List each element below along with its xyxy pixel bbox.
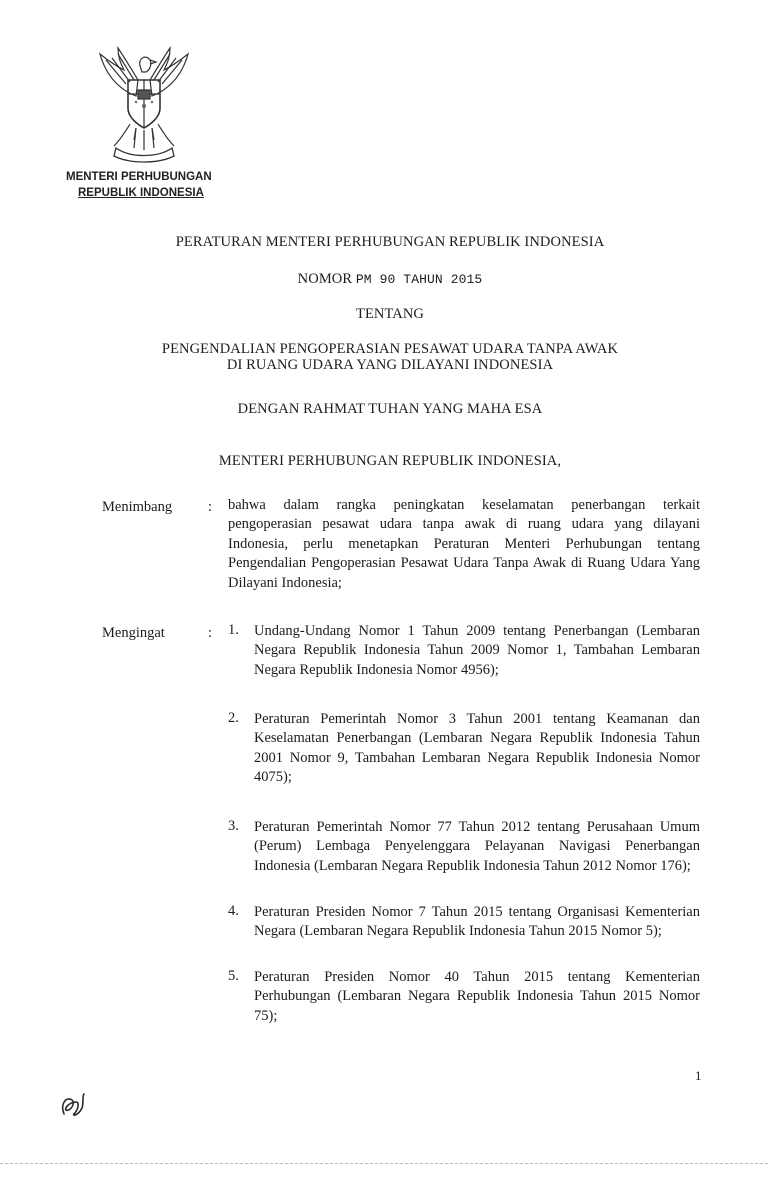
list-item-number: 5. — [228, 968, 239, 984]
regulation-title: PERATURAN MENTERI PERHUBUNGAN REPUBLIK INDONESIA — [175, 234, 605, 250]
ministry-name: MENTERI PERHUBUNGAN — [66, 171, 212, 183]
mengingat-colon: : — [208, 625, 213, 641]
blessing-line: DENGAN RAHMAT TUHAN YANG MAHA ESA — [237, 401, 543, 417]
menimbang-label: Menimbang — [102, 499, 173, 515]
list-item-text: Peraturan Pemerintah Nomor 77 Tahun 2012 tentang Perusahaan Umum (Perum) Lembaga Penyelenggara Pelayanan Navigasi Penerbangan Indonesia (Lembaran Negara Republik Indonesia Tahun 2012 Nomor 176); — [254, 819, 700, 874]
scan-edge-divider — [0, 1163, 768, 1164]
garuda-emblem-icon — [80, 40, 208, 168]
regulation-number-prefix: NOMOR — [297, 271, 353, 287]
regulation-number-value: PM 90 TAHUN 2015 — [355, 272, 483, 287]
list-item-number: 3. — [228, 818, 239, 834]
ministry-country: REPUBLIK INDONESIA — [78, 187, 204, 199]
list-item-number: 4. — [228, 903, 239, 919]
list-item-number: 2. — [228, 710, 239, 726]
subject-line-1: PENGENDALIAN PENGOPERASIAN PESAWAT UDARA TANPA AWAK — [161, 341, 619, 357]
tentang-heading: TENTANG — [356, 306, 424, 322]
mengingat-label: Mengingat — [102, 625, 165, 641]
menimbang-text: bahwa dalam rangka peningkatan keselamatan penerbangan terkait pengoperasian pesawat udara tanpa awak di ruang udara yang dilayani Indonesia, perlu menetapkan Peraturan Menteri Perhubungan tentang Pengendalian Pengoperasian Pesawat Udara Tanpa Awak di Ruang Udara Yang Dilayani Indonesia; — [228, 497, 700, 591]
list-item-text: Peraturan Pemerintah Nomor 3 Tahun 2001 tentang Keamanan dan Keselamatan Penerbangan (Lembaran Negara Republik Indonesia Tahun 2001 Nomor 9, Tambahan Lembaran Negara Republik Indonesia Nomor 4075); — [254, 711, 700, 786]
menimbang-colon: : — [208, 499, 213, 515]
regulation-number — [110, 271, 670, 288]
minister-line: MENTERI PERHUBUNGAN REPUBLIK INDONESIA, — [218, 453, 562, 469]
handwritten-initial-icon — [58, 1090, 88, 1122]
list-item-text: Peraturan Presiden Nomor 40 Tahun 2015 tentang Kementerian Perhubungan (Lembaran Negara Republik Indonesia Tahun 2015 Nomor 75); — [254, 969, 700, 1024]
list-item-number: 1. — [228, 622, 239, 638]
page-number: 1 — [695, 1068, 702, 1083]
subject-line-2: DI RUANG UDARA YANG DILAYANI INDONESIA — [226, 357, 554, 373]
list-item-text: Peraturan Presiden Nomor 7 Tahun 2015 tentang Organisasi Kementerian Negara (Lembaran Negara Republik Indonesia Tahun 2015 Nomor 5); — [254, 904, 700, 940]
list-item-text: Undang-Undang Nomor 1 Tahun 2009 tentang Penerbangan (Lembaran Negara Republik Indonesia Tahun 2009 Nomor 1, Tambahan Lembaran Negara Republik Indonesia Nomor 4956); — [254, 623, 700, 678]
